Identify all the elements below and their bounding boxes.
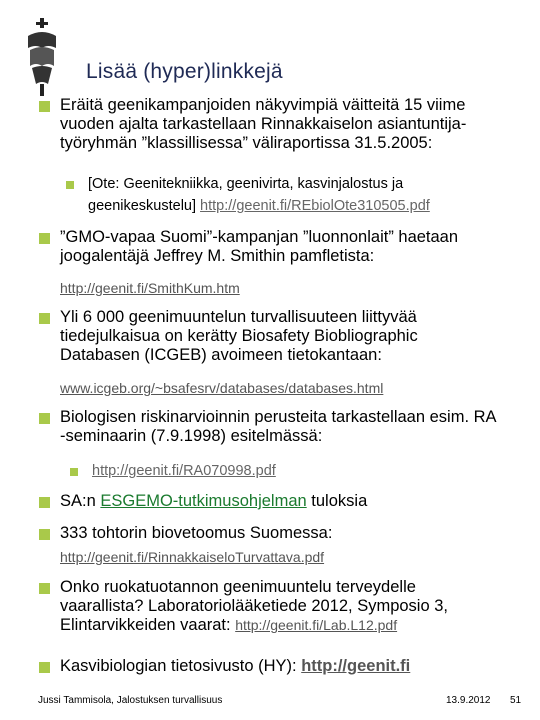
item-line: Eräitä geenikampanjoiden näkyvimpiä väitteitä 15 viime <box>60 96 466 114</box>
item-line: -seminaarin (7.9.1998) esitelmässä: <box>60 427 323 445</box>
bullet-icon <box>39 497 50 508</box>
link-labl[interactable]: http://geenit.fi/Lab.L12.pdf <box>235 617 398 633</box>
bullet-icon <box>39 662 50 673</box>
bullet-icon <box>39 101 50 112</box>
list-item <box>60 578 448 635</box>
sub-bullet-icon <box>66 181 74 189</box>
bullet-icon <box>39 313 50 324</box>
item-line: 333 tohtorin biovetoomus Suomessa: <box>60 524 333 542</box>
sub-item-line: [Ote: Geenitekniikka, geenivirta, kasvinjalostus ja <box>88 176 404 192</box>
sub-list-item <box>88 175 430 216</box>
item-line: Yli 6 000 geenimuuntelun turvallisuuteen liittyvää <box>60 308 417 326</box>
university-logo <box>18 18 66 98</box>
item-line: Databasen (ICGEB) avoimeen tietokantaan: <box>60 346 382 364</box>
sub-item-text: geenikeskustelu] <box>88 198 197 214</box>
item-line: työryhmän ”klassillisessa” väliraportissa 31.5.2005: <box>60 134 433 152</box>
list-item <box>60 96 466 153</box>
item-text: SA:n <box>60 492 96 510</box>
bullet-icon <box>39 413 50 424</box>
item-line: tiedejulkaisua on kerätty Biosafety Biobliographic <box>60 327 418 345</box>
item-line: vuoden ajalta tarkastellaan Rinnakkaiselon asiantuntija- <box>60 115 467 133</box>
list-item <box>60 308 418 365</box>
item-link-line <box>60 279 240 297</box>
list-item <box>60 228 458 266</box>
link-rebiol[interactable]: http://geenit.fi/REbiolOte310505.pdf <box>200 198 430 214</box>
item-line: joogalentäjä Jeffrey M. Smithin pamfletista: <box>60 247 375 265</box>
item-line: Onko ruokatuotannon geenimuuntelu terveydelle <box>60 578 416 596</box>
bullet-icon <box>39 583 50 594</box>
item-text: Kasvibiologian tietosivusto (HY): <box>60 657 297 675</box>
footer-page-number: 51 <box>510 695 522 706</box>
footer-author: Jussi Tammisola, Jalostuksen turvallisuus <box>38 695 223 706</box>
item-text: Elintarvikkeiden vaarat: <box>60 616 231 634</box>
item-line: ”GMO-vapaa Suomi”-kampanjan ”luonnonlait” haetaan <box>60 228 459 246</box>
item-link-line <box>60 379 383 397</box>
footer-date: 13.9.2012 <box>446 695 491 706</box>
link-esgemo[interactable]: ESGEMO-tutkimusohjelman <box>100 492 307 510</box>
item-line: vaarallista? Laboratoriolääketiede 2012, Symposio 3, <box>60 597 448 615</box>
item-link-line <box>60 548 324 566</box>
link-ra[interactable]: http://geenit.fi/RA070998.pdf <box>92 463 276 479</box>
sub-list-item <box>92 462 276 481</box>
sub-bullet-icon <box>70 468 78 476</box>
link-smith[interactable]: http://geenit.fi/SmithKum.htm <box>60 280 240 296</box>
link-rinnakkaiselo[interactable]: http://geenit.fi/RinnakkaiseloTurvattava.pdf <box>60 549 325 565</box>
link-geenit[interactable]: http://geenit.fi <box>301 657 411 675</box>
item-line <box>60 616 448 635</box>
slide-title: Lisää (hyper)linkkejä <box>86 60 283 83</box>
link-icgeb[interactable]: www.icgeb.org/~bsafesrv/databases/databases.html <box>60 380 384 396</box>
list-item <box>60 408 497 446</box>
item-text: tuloksia <box>311 492 368 510</box>
sub-item-line <box>88 197 430 216</box>
list-item <box>60 492 367 511</box>
list-item <box>60 524 332 543</box>
list-item <box>60 657 410 676</box>
bullet-icon <box>39 529 50 540</box>
bullet-icon <box>39 233 50 244</box>
item-line: Biologisen riskinarvioinnin perusteita tarkastellaan esim. RA <box>60 408 497 426</box>
